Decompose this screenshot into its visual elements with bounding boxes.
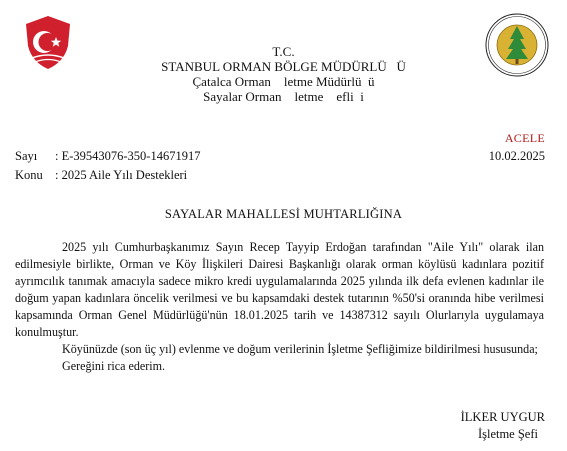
sayi-row <box>15 149 200 164</box>
signatory-name: İLKER UYGUR <box>460 410 545 424</box>
body-paragraph-1: 2025 yılı Cumhurbaşkanımız Sayın Recep Tayyip Erdoğan tarafından "Aile Yılı" olarak ilan edilmesiyle birlikte, Orman ve Köy İlişkileri Dairesi Başkanlığı olarak orman köylüsü kadınlara pozitif ayrımcılık tanımak amacıyla sadece mikro kredi uygulamalarında 2025 yılında ilk defa evlenen kadınlar ile doğum yapan kadınlara öncelik verilmesi ve bu kapsamdaki destek tutarının %50'si oranında hibe verilmesi kapsamında Orman Genel Müdürlüğü'nün 18.01.2025 tarih ve 14387312 sayılı Olurlarıyla uygulamaya konulmuştur. <box>15 240 544 339</box>
letter-body <box>15 239 544 375</box>
body-paragraph-2: Köyünüzde (son üç yıl) evlenme ve doğum verilerinin İşletme Şefliğimize bildirilmesi hususunda; <box>62 342 538 356</box>
header-line-1: T.C. <box>272 44 295 59</box>
header-line-2: STANBUL ORMAN BÖLGE MÜDÜRLÜ Ü <box>161 59 406 74</box>
sayi-value: : E-39543076-350-14671917 <box>55 149 201 163</box>
body-paragraph-3: Gereğini rica ederim. <box>62 359 166 373</box>
header-line-3: Çatalca Orman letme Müdürlü ü <box>192 74 375 89</box>
konu-label: Konu <box>15 168 43 182</box>
document-date: 10.02.2025 <box>488 149 545 163</box>
recipient-heading: SAYALAR MAHALLESİ MUHTARLIĞINA <box>164 207 403 221</box>
institution-header <box>120 44 447 104</box>
konu-value: : 2025 Aile Yılı Destekleri <box>55 168 188 182</box>
ogm-logo-icon <box>484 12 550 78</box>
header-line-4: Sayalar Orman letme efli i <box>203 89 364 104</box>
konu-row <box>15 168 187 183</box>
urgency-label: ACELE <box>504 131 545 145</box>
signatory-title: İşletme Şefi <box>477 427 538 441</box>
ministry-emblem-icon <box>18 12 78 72</box>
sayi-label: Sayı <box>15 149 38 163</box>
